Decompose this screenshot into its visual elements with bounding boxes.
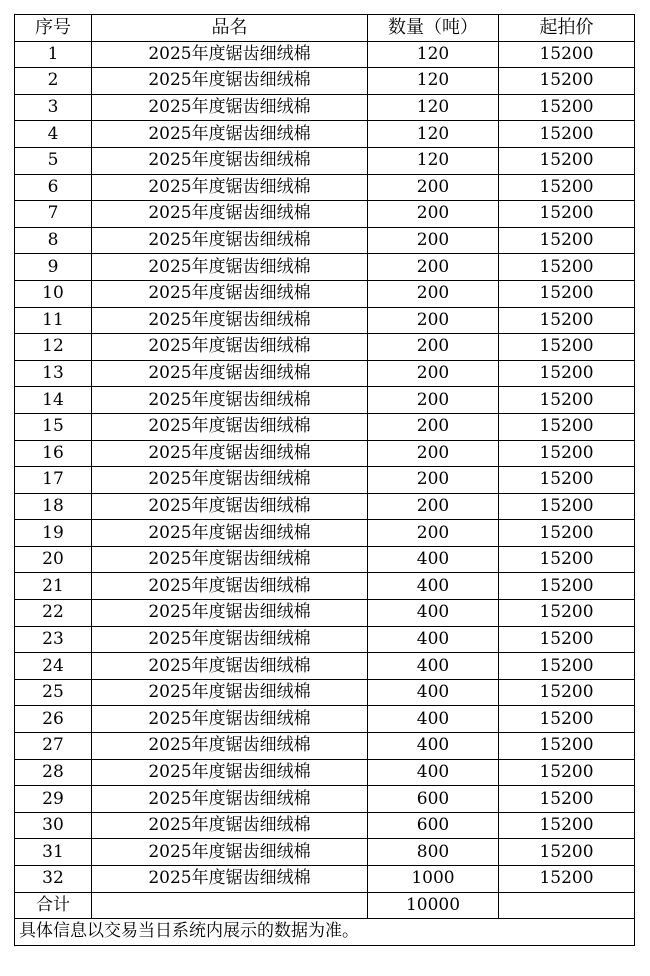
row-quantity: 120 — [368, 121, 499, 148]
row-name: 2025年度锯齿细绒棉 — [92, 866, 368, 893]
row-name: 2025年度锯齿细绒棉 — [92, 706, 368, 733]
table-row — [15, 759, 635, 786]
row-quantity: 120 — [368, 41, 499, 68]
row-quantity: 200 — [368, 440, 499, 467]
row-quantity: 120 — [368, 94, 499, 121]
table-row — [15, 360, 635, 387]
row-price: 15200 — [499, 706, 635, 733]
row-quantity: 400 — [368, 679, 499, 706]
table-row — [15, 307, 635, 334]
table-row — [15, 786, 635, 813]
table-row — [15, 280, 635, 307]
row-quantity: 400 — [368, 733, 499, 760]
row-name: 2025年度锯齿细绒棉 — [92, 839, 368, 866]
row-index: 30 — [15, 812, 92, 839]
total-quantity: 10000 — [368, 892, 499, 919]
row-index: 20 — [15, 546, 92, 573]
table-row — [15, 493, 635, 520]
row-name: 2025年度锯齿细绒棉 — [92, 121, 368, 148]
table-row — [15, 387, 635, 414]
row-index: 5 — [15, 147, 92, 174]
row-name: 2025年度锯齿细绒棉 — [92, 759, 368, 786]
row-quantity: 200 — [368, 493, 499, 520]
row-price: 15200 — [499, 334, 635, 361]
row-index: 11 — [15, 307, 92, 334]
table-header-row — [15, 15, 635, 42]
row-quantity: 200 — [368, 280, 499, 307]
row-quantity: 120 — [368, 147, 499, 174]
row-index: 17 — [15, 467, 92, 494]
row-name: 2025年度锯齿细绒棉 — [92, 227, 368, 254]
row-name: 2025年度锯齿细绒棉 — [92, 174, 368, 201]
row-index: 23 — [15, 626, 92, 653]
row-quantity: 800 — [368, 839, 499, 866]
table-row — [15, 41, 635, 68]
row-quantity: 1000 — [368, 866, 499, 893]
row-price: 15200 — [499, 68, 635, 95]
row-name: 2025年度锯齿细绒棉 — [92, 440, 368, 467]
row-quantity: 400 — [368, 759, 499, 786]
table-row — [15, 866, 635, 893]
row-name: 2025年度锯齿细绒棉 — [92, 94, 368, 121]
auction-lot-table — [14, 14, 635, 946]
table-row — [15, 201, 635, 228]
table-row — [15, 626, 635, 653]
row-price: 15200 — [499, 626, 635, 653]
row-price: 15200 — [499, 520, 635, 547]
row-name: 2025年度锯齿细绒棉 — [92, 41, 368, 68]
row-price: 15200 — [499, 254, 635, 281]
table-row — [15, 679, 635, 706]
row-index: 31 — [15, 839, 92, 866]
row-price: 15200 — [499, 600, 635, 627]
row-name: 2025年度锯齿细绒棉 — [92, 467, 368, 494]
row-index: 2 — [15, 68, 92, 95]
row-quantity: 120 — [368, 68, 499, 95]
header-name: 品名 — [92, 15, 368, 42]
header-index: 序号 — [15, 15, 92, 42]
row-price: 15200 — [499, 201, 635, 228]
table-row — [15, 413, 635, 440]
row-index: 12 — [15, 334, 92, 361]
row-price: 15200 — [499, 493, 635, 520]
row-index: 24 — [15, 653, 92, 680]
row-price: 15200 — [499, 839, 635, 866]
row-price: 15200 — [499, 121, 635, 148]
table-row — [15, 227, 635, 254]
row-name: 2025年度锯齿细绒棉 — [92, 201, 368, 228]
row-price: 15200 — [499, 227, 635, 254]
row-index: 18 — [15, 493, 92, 520]
table-row — [15, 121, 635, 148]
header-price: 起拍价 — [499, 15, 635, 42]
row-price: 15200 — [499, 866, 635, 893]
row-quantity: 400 — [368, 626, 499, 653]
row-quantity: 400 — [368, 653, 499, 680]
row-name: 2025年度锯齿细绒棉 — [92, 387, 368, 414]
row-index: 16 — [15, 440, 92, 467]
row-index: 9 — [15, 254, 92, 281]
row-name: 2025年度锯齿细绒棉 — [92, 679, 368, 706]
row-price: 15200 — [499, 440, 635, 467]
row-price: 15200 — [499, 573, 635, 600]
row-index: 19 — [15, 520, 92, 547]
row-price: 15200 — [499, 307, 635, 334]
table-row — [15, 440, 635, 467]
row-index: 22 — [15, 600, 92, 627]
row-price: 15200 — [499, 786, 635, 813]
row-quantity: 200 — [368, 520, 499, 547]
table-row — [15, 147, 635, 174]
row-price: 15200 — [499, 759, 635, 786]
table-row — [15, 839, 635, 866]
table-row — [15, 573, 635, 600]
total-row — [15, 892, 635, 919]
row-index: 28 — [15, 759, 92, 786]
row-index: 15 — [15, 413, 92, 440]
table-row — [15, 733, 635, 760]
row-quantity: 200 — [368, 387, 499, 414]
row-name: 2025年度锯齿细绒棉 — [92, 334, 368, 361]
row-quantity: 600 — [368, 786, 499, 813]
footnote: 具体信息以交易当日系统内展示的数据为准。 — [15, 919, 635, 946]
row-index: 6 — [15, 174, 92, 201]
total-price-empty — [499, 892, 635, 919]
note-row — [15, 919, 635, 946]
table-row — [15, 174, 635, 201]
row-quantity: 200 — [368, 227, 499, 254]
table-row — [15, 94, 635, 121]
row-quantity: 200 — [368, 201, 499, 228]
table-row — [15, 254, 635, 281]
table-row — [15, 600, 635, 627]
row-quantity: 400 — [368, 600, 499, 627]
row-quantity: 400 — [368, 546, 499, 573]
row-name: 2025年度锯齿细绒棉 — [92, 600, 368, 627]
row-name: 2025年度锯齿细绒棉 — [92, 573, 368, 600]
row-quantity: 200 — [368, 467, 499, 494]
row-name: 2025年度锯齿细绒棉 — [92, 653, 368, 680]
table-body — [15, 41, 635, 892]
row-index: 3 — [15, 94, 92, 121]
row-name: 2025年度锯齿细绒棉 — [92, 68, 368, 95]
row-quantity: 400 — [368, 706, 499, 733]
row-name: 2025年度锯齿细绒棉 — [92, 733, 368, 760]
table-row — [15, 812, 635, 839]
table-row — [15, 467, 635, 494]
row-price: 15200 — [499, 174, 635, 201]
row-price: 15200 — [499, 467, 635, 494]
row-name: 2025年度锯齿细绒棉 — [92, 147, 368, 174]
table-row — [15, 706, 635, 733]
row-index: 27 — [15, 733, 92, 760]
row-quantity: 200 — [368, 334, 499, 361]
row-name: 2025年度锯齿细绒棉 — [92, 280, 368, 307]
table-row — [15, 334, 635, 361]
row-price: 15200 — [499, 653, 635, 680]
row-index: 7 — [15, 201, 92, 228]
total-name-empty — [92, 892, 368, 919]
row-index: 25 — [15, 679, 92, 706]
row-index: 29 — [15, 786, 92, 813]
row-quantity: 200 — [368, 307, 499, 334]
row-price: 15200 — [499, 387, 635, 414]
table-row — [15, 68, 635, 95]
row-name: 2025年度锯齿细绒棉 — [92, 520, 368, 547]
row-quantity: 200 — [368, 254, 499, 281]
row-price: 15200 — [499, 360, 635, 387]
row-price: 15200 — [499, 679, 635, 706]
row-quantity: 400 — [368, 573, 499, 600]
row-index: 1 — [15, 41, 92, 68]
row-name: 2025年度锯齿细绒棉 — [92, 360, 368, 387]
row-price: 15200 — [499, 546, 635, 573]
row-index: 14 — [15, 387, 92, 414]
row-price: 15200 — [499, 413, 635, 440]
table-row — [15, 546, 635, 573]
row-price: 15200 — [499, 280, 635, 307]
row-price: 15200 — [499, 733, 635, 760]
row-index: 32 — [15, 866, 92, 893]
row-name: 2025年度锯齿细绒棉 — [92, 546, 368, 573]
row-name: 2025年度锯齿细绒棉 — [92, 493, 368, 520]
row-name: 2025年度锯齿细绒棉 — [92, 812, 368, 839]
row-price: 15200 — [499, 812, 635, 839]
header-quantity: 数量（吨） — [368, 15, 499, 42]
table-row — [15, 653, 635, 680]
row-quantity: 200 — [368, 360, 499, 387]
row-price: 15200 — [499, 94, 635, 121]
row-quantity: 600 — [368, 812, 499, 839]
row-name: 2025年度锯齿细绒棉 — [92, 254, 368, 281]
row-index: 13 — [15, 360, 92, 387]
row-price: 15200 — [499, 147, 635, 174]
table-row — [15, 520, 635, 547]
row-name: 2025年度锯齿细绒棉 — [92, 786, 368, 813]
row-quantity: 200 — [368, 174, 499, 201]
row-name: 2025年度锯齿细绒棉 — [92, 307, 368, 334]
row-index: 8 — [15, 227, 92, 254]
total-label: 合计 — [15, 892, 92, 919]
row-name: 2025年度锯齿细绒棉 — [92, 413, 368, 440]
row-name: 2025年度锯齿细绒棉 — [92, 626, 368, 653]
row-index: 10 — [15, 280, 92, 307]
row-index: 4 — [15, 121, 92, 148]
row-quantity: 200 — [368, 413, 499, 440]
row-index: 26 — [15, 706, 92, 733]
row-price: 15200 — [499, 41, 635, 68]
row-index: 21 — [15, 573, 92, 600]
